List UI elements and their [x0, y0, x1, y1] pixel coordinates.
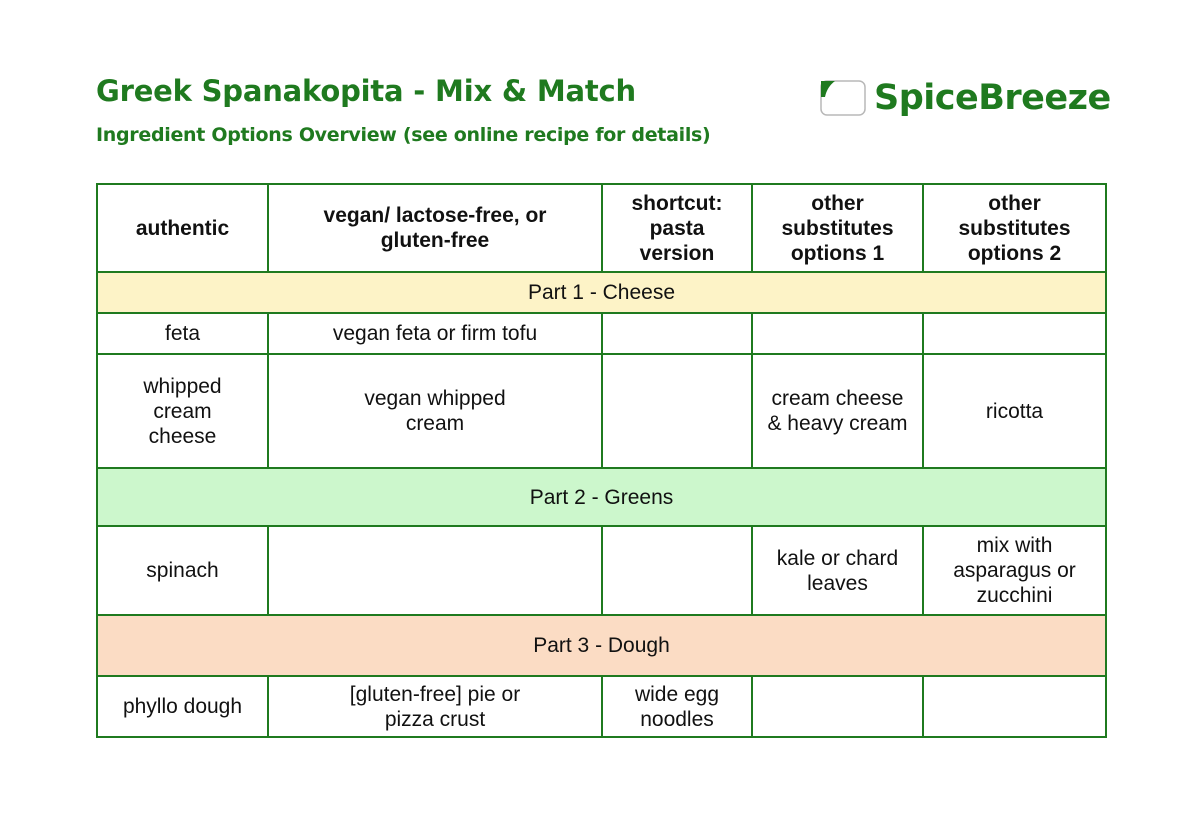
brand-logo: [818, 74, 1111, 122]
table-cell: [602, 526, 752, 615]
column-header-substitutes-1: other substitutes options 1: [752, 184, 923, 272]
spicebreeze-logo-icon: [818, 77, 868, 119]
table-cell: [752, 313, 923, 354]
table-cell: cream cheese & heavy cream: [752, 354, 923, 468]
section-row-greens: [97, 468, 1106, 526]
table-cell: [923, 676, 1106, 737]
section-row-dough: [97, 615, 1106, 676]
table-cell: mix with asparagus or zucchini: [923, 526, 1106, 615]
table-cell: ricotta: [923, 354, 1106, 468]
table-cell: vegan whipped cream: [268, 354, 602, 468]
table-cell: [752, 676, 923, 737]
page-subtitle: Ingredient Options Overview (see online recipe for details): [96, 124, 711, 146]
section-row-cheese: [97, 272, 1106, 313]
table-cell: phyllo dough: [97, 676, 268, 737]
column-header-authentic: authentic: [97, 184, 268, 272]
table-cell: kale or chard leaves: [752, 526, 923, 615]
table-cell: whipped cream cheese: [97, 354, 268, 468]
table-cell: wide egg noodles: [602, 676, 752, 737]
table-row: [97, 354, 1106, 468]
ingredient-options-table: [96, 183, 1107, 738]
column-header-vegan: vegan/ lactose-free, or gluten-free: [268, 184, 602, 272]
table-cell: vegan feta or firm tofu: [268, 313, 602, 354]
table-cell: feta: [97, 313, 268, 354]
table-row: [97, 313, 1106, 354]
table-row: [97, 676, 1106, 737]
table-row: [97, 526, 1106, 615]
column-header-substitutes-2: other substitutes options 2: [923, 184, 1106, 272]
section-title: Part 2 - Greens: [97, 468, 1106, 526]
table-cell: spinach: [97, 526, 268, 615]
header-row: [97, 184, 1106, 272]
section-title: Part 1 - Cheese: [97, 272, 1106, 313]
table-cell: [268, 526, 602, 615]
column-header-shortcut: shortcut: pasta version: [602, 184, 752, 272]
section-title: Part 3 - Dough: [97, 615, 1106, 676]
page-title: Greek Spanakopita - Mix & Match: [96, 74, 636, 108]
brand-name: SpiceBreeze: [874, 78, 1111, 118]
table-cell: [602, 354, 752, 468]
table-cell: [602, 313, 752, 354]
table-cell: [923, 313, 1106, 354]
table-cell: [gluten-free] pie or pizza crust: [268, 676, 602, 737]
